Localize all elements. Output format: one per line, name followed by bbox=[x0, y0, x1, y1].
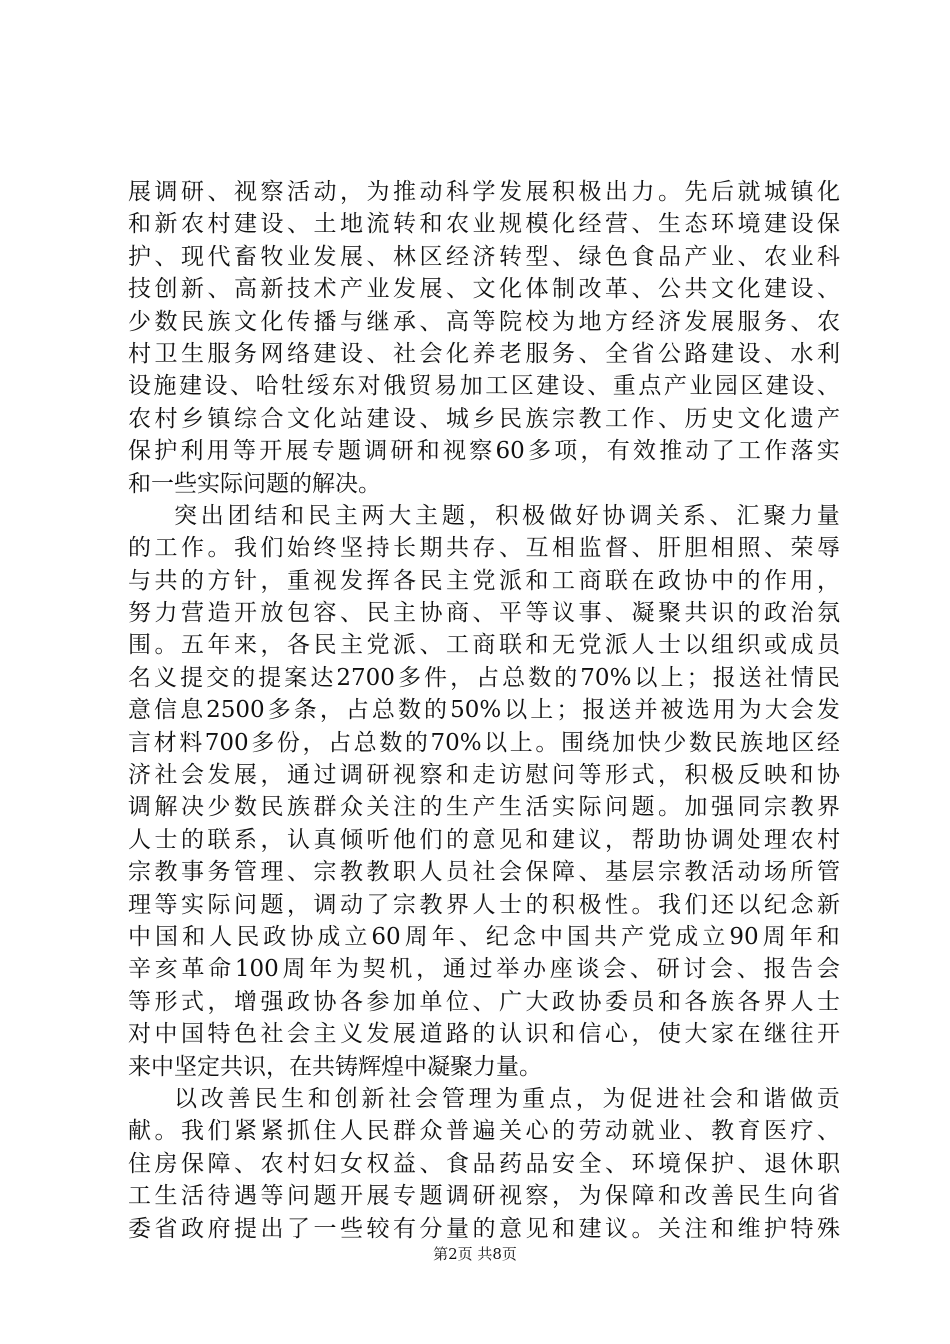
text-line: 言 材 料 700 多 份 ， 占 总 数 的 70% 以 上 。 围 绕 加 快 少 数 民 族 地 区 经 bbox=[128, 729, 840, 756]
text-line: 辛 亥 革 命 100 周 年 为 契 机 ， 通 过 举 办 座 谈 会 、 研 讨 会 、 报 告 会 bbox=[128, 956, 840, 983]
text-line: 住 房 保 障 、 农 村 妇 女 权 益 、 食 品 药 品 安 全 、 环 境 保 护 、 退 休 职 bbox=[128, 1150, 840, 1177]
text-line: 济 社 会 发 展 ， 通 过 调 研 视 察 和 走 访 慰 问 等 形 式 ， 积 极 反 映 和 协 bbox=[128, 762, 840, 789]
text-line: 少 数 民 族 文 化 传 播 与 继 承 、 高 等 院 校 为 地 方 经 济 发 展 服 务 、 农 bbox=[128, 308, 840, 335]
paragraph-first-line: 突 出 团 结 和 民 主 两 大 主 题 ， 积 极 做 好 协 调 关 系 、 汇 聚 力 量 bbox=[174, 502, 840, 529]
text-line: 意 信 息 2500 多 条 ， 占 总 数 的 50% 以 上 ； 报 送 并 被 选 用 为 大 会 发 bbox=[128, 697, 840, 724]
text-line: 对 中 国 特 色 社 会 主 义 发 展 道 路 的 认 识 和 信 心 ， 使 大 家 在 继 往 开 bbox=[128, 1021, 840, 1048]
text-line: 等 形 式 ， 增 强 政 协 各 参 加 单 位 、 广 大 政 协 委 员 和 各 族 各 界 人 士 bbox=[128, 988, 840, 1015]
text-line: 来中坚定共识，在共铸辉煌中凝聚力量。 bbox=[128, 1053, 542, 1080]
text-line: 技 创 新 、 高 新 技 术 产 业 发 展 、 文 化 体 制 改 革 、 公 共 文 化 建 设 、 bbox=[128, 276, 840, 303]
text-line: 工 生 活 待 遇 等 问 题 开 展 专 题 调 研 视 察 ， 为 保 障 和 改 善 民 生 向 省 bbox=[128, 1183, 840, 1210]
text-line: 努 力 营 造 开 放 包 容 、 民 主 协 商 、 平 等 议 事 、 凝 聚 共 识 的 政 治 氛 bbox=[128, 600, 840, 627]
text-line: 委 省 政 府 提 出 了 一 些 较 有 分 量 的 意 见 和 建 议 。 关 注 和 维 护 特 殊 bbox=[128, 1215, 840, 1242]
text-line: 名 义 提 交 的 提 案 达 2700 多 件 ， 占 总 数 的 70% 以 上 ； 报 送 社 情 民 bbox=[128, 664, 840, 691]
page-number-footer: 第2页 共8页 bbox=[433, 1245, 517, 1263]
text-line: 的 工 作 。 我 们 始 终 坚 持 长 期 共 存 、 互 相 监 督 、 肝 胆 相 照 、 荣 辱 bbox=[128, 535, 840, 562]
text-line: 保 护 利 用 等 开 展 专 题 调 研 和 视 察 60 多 项 ， 有 效 推 动 了 工 作 落 实 bbox=[128, 438, 840, 465]
text-line: 护 、 现 代 畜 牧 业 发 展 、 林 区 经 济 转 型 、 绿 色 食 品 产 业 、 农 业 科 bbox=[128, 243, 840, 270]
text-line: 理 等 实 际 问 题 ， 调 动 了 宗 教 界 人 士 的 积 极 性 。 我 们 还 以 纪 念 新 bbox=[128, 891, 840, 918]
text-line: 中 国 和 人 民 政 协 成 立 60 周 年 、 纪 念 中 国 共 产 党 成 立 90 周 年 和 bbox=[128, 923, 840, 950]
text-line: 人 士 的 联 系 ， 认 真 倾 听 他 们 的 意 见 和 建 议 ， 帮 助 协 调 处 理 农 村 bbox=[128, 826, 840, 853]
text-line: 和 新 农 村 建 设 、 土 地 流 转 和 农 业 规 模 化 经 营 、 生 态 环 境 建 设 保 bbox=[128, 211, 840, 238]
text-line: 宗 教 事 务 管 理 、 宗 教 教 职 人 员 社 会 保 障 、 基 层 宗 教 活 动 场 所 管 bbox=[128, 859, 840, 886]
document-body bbox=[128, 176, 840, 1245]
text-line: 农 村 乡 镇 综 合 文 化 站 建 设 、 城 乡 民 族 宗 教 工 作 、 历 史 文 化 遗 产 bbox=[128, 405, 840, 432]
text-line: 和一些实际问题的解决。 bbox=[128, 470, 381, 497]
paragraph-first-line: 以 改 善 民 生 和 创 新 社 会 管 理 为 重 点 ， 为 促 进 社 会 和 谐 做 贡 bbox=[174, 1085, 840, 1112]
text-line: 与 共 的 方 针 ， 重 视 发 挥 各 民 主 党 派 和 工 商 联 在 政 协 中 的 作 用 ， bbox=[128, 567, 840, 594]
text-line: 展 调 研 、 视 察 活 动 ， 为 推 动 科 学 发 展 积 极 出 力 。 先 后 就 城 镇 化 bbox=[128, 179, 840, 205]
text-line: 村 卫 生 服 务 网 络 建 设 、 社 会 化 养 老 服 务 、 全 省 公 路 建 设 、 水 利 bbox=[128, 340, 840, 367]
text-line: 设 施 建 设 、 哈 牡 绥 东 对 俄 贸 易 加 工 区 建 设 、 重 点 产 业 园 区 建 设 、 bbox=[128, 373, 840, 400]
text-line: 调 解 决 少 数 民 族 群 众 关 注 的 生 产 生 活 实 际 问 题 。 加 强 同 宗 教 界 bbox=[128, 794, 840, 821]
text-line: 围 。 五 年 来 ， 各 民 主 党 派 、 工 商 联 和 无 党 派 人 士 以 组 织 或 成 员 bbox=[128, 632, 840, 659]
text-line: 献 。 我 们 紧 紧 抓 住 人 民 群 众 普 遍 关 心 的 劳 动 就 业 、 教 育 医 疗 、 bbox=[128, 1118, 840, 1145]
